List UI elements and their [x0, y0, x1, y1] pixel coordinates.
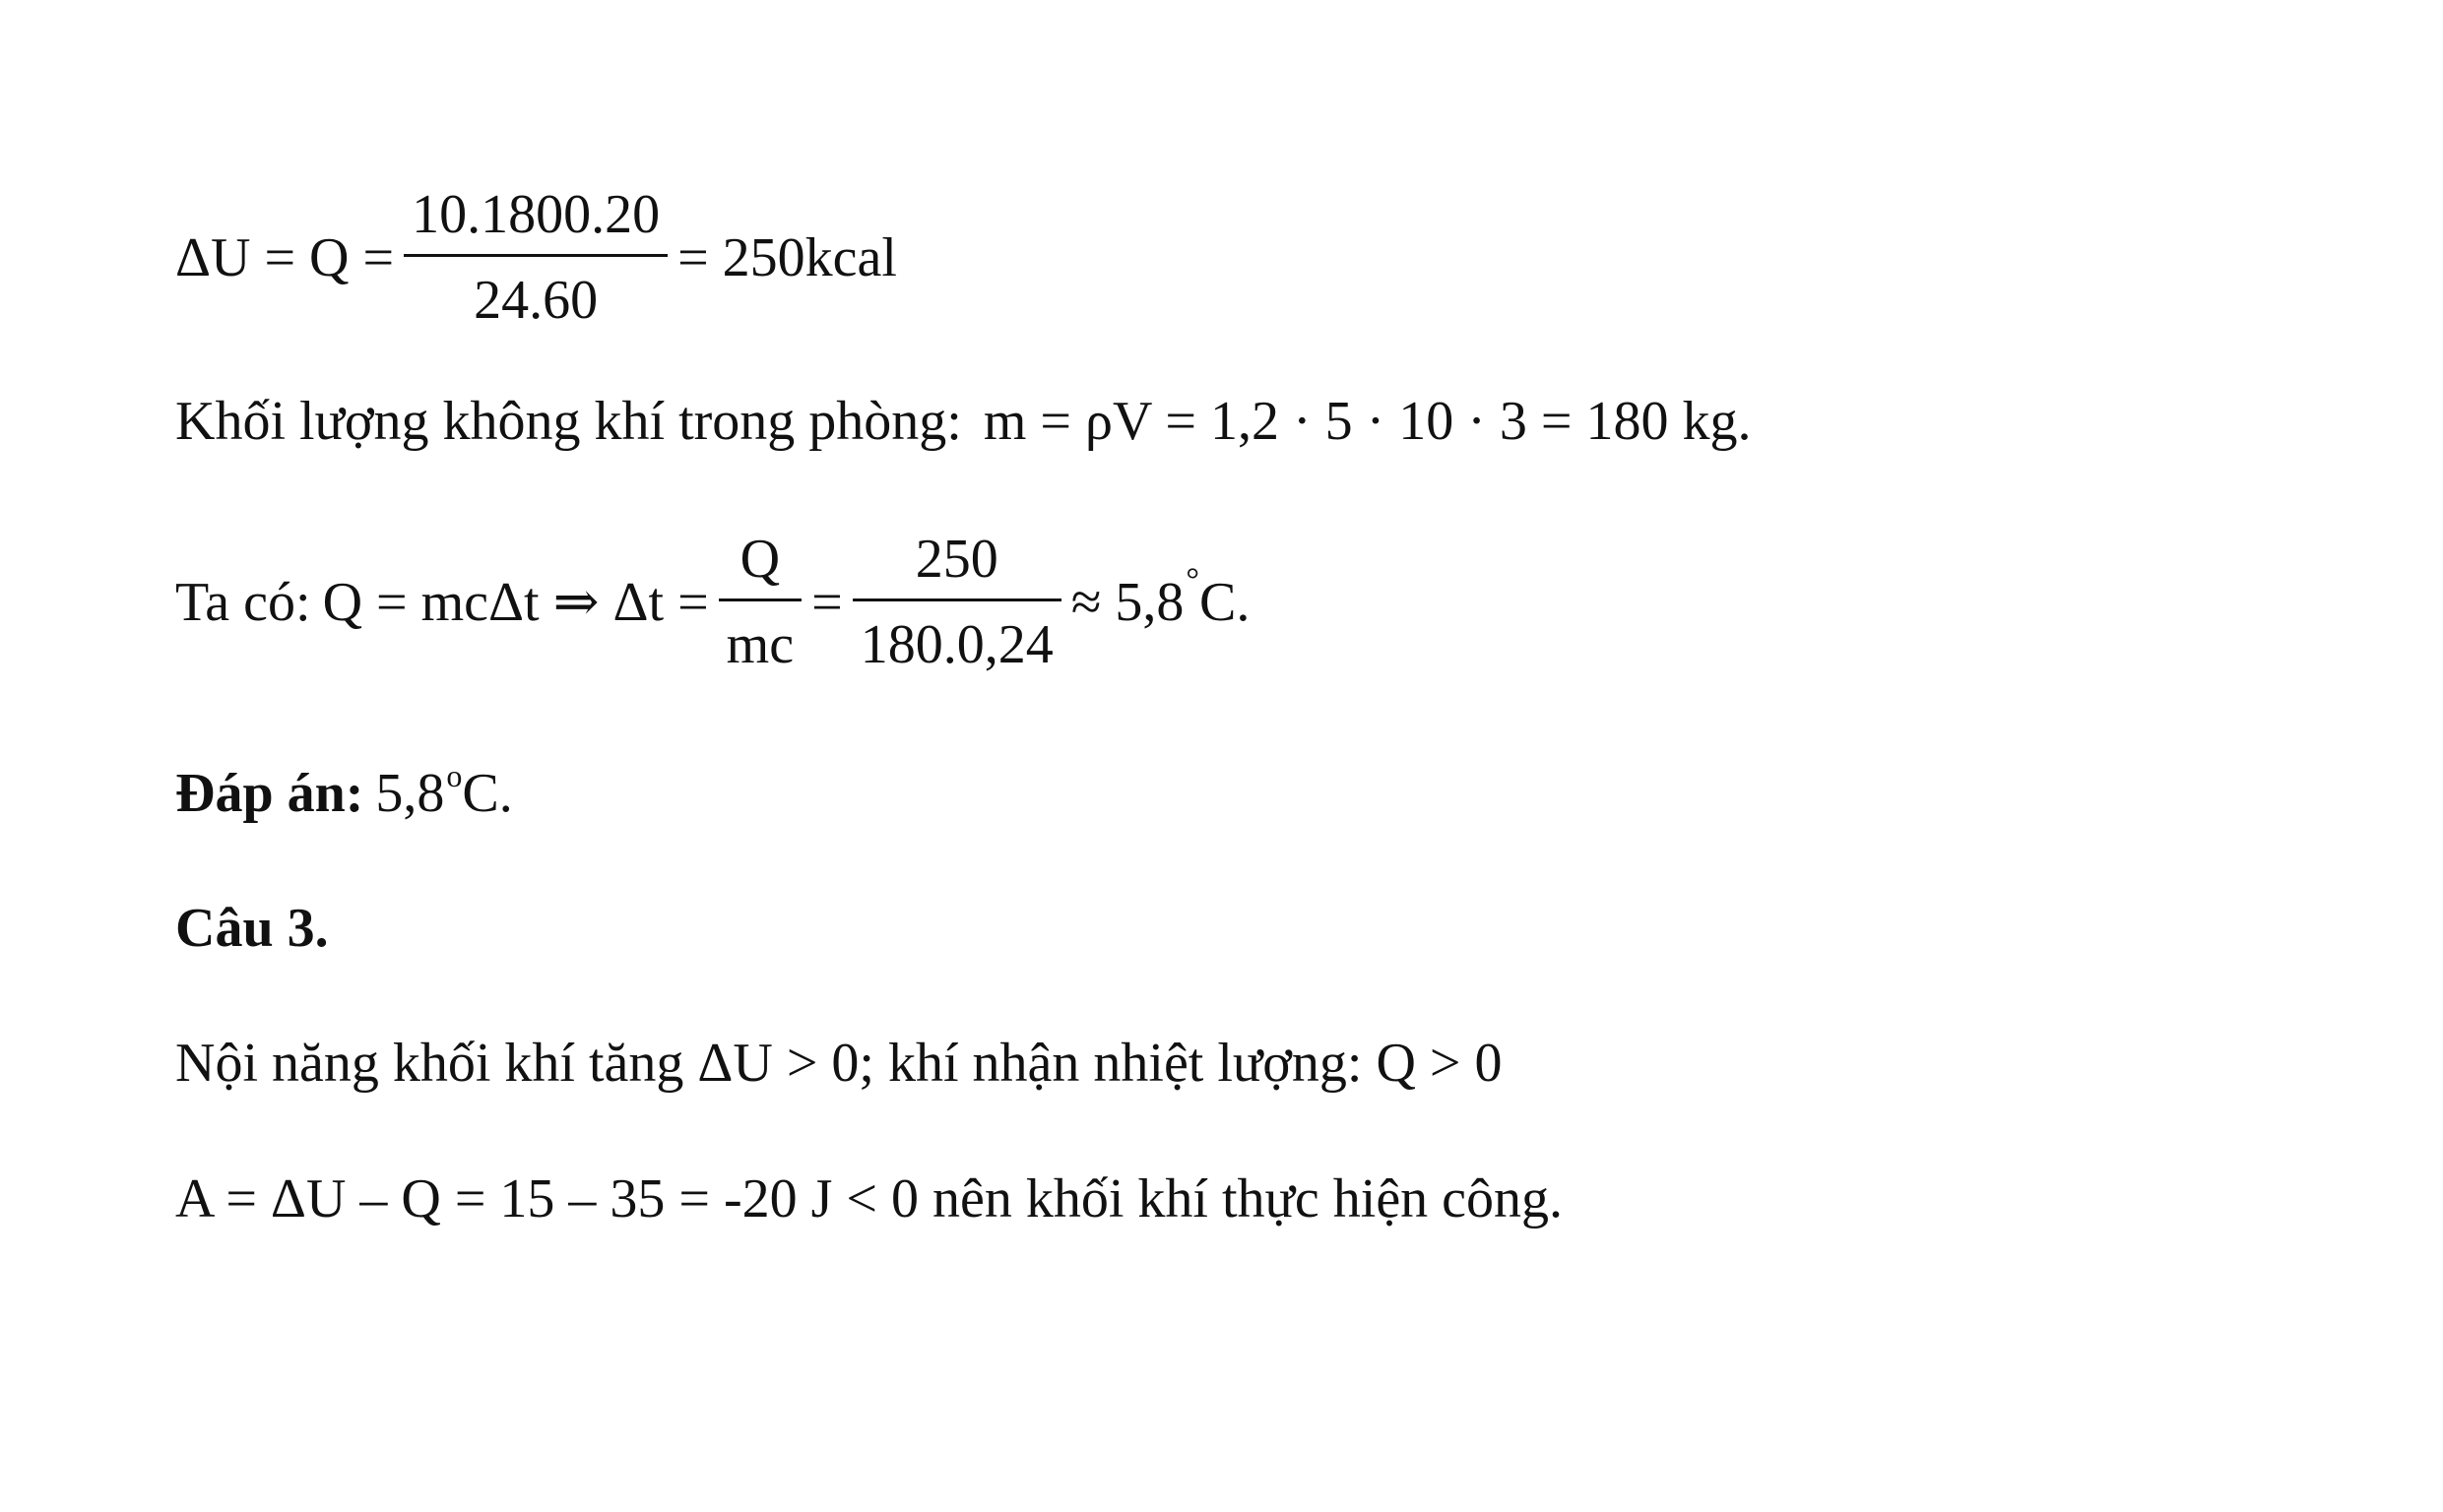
answer-degree: o — [446, 758, 463, 793]
fraction-numerator: 10.1800.20 — [412, 184, 661, 245]
approx-result: ≈ 5,8 — [1070, 571, 1185, 633]
air-mass-line — [175, 391, 1752, 452]
question-3-heading — [175, 898, 329, 959]
work-statement — [175, 1168, 1564, 1229]
work-text: A = ΔU – Q = 15 – 35 = -20 J < 0 nên khối khí thực hiện công. — [175, 1168, 1564, 1229]
air-mass-label: Khối lượng không khí trong phòng: — [175, 391, 962, 452]
equation-internal-energy — [175, 184, 897, 331]
internal-energy-statement — [175, 1033, 1503, 1094]
fraction-numerator: Q — [739, 529, 781, 590]
temperature-unit: C. — [1199, 571, 1251, 633]
answer-value: 5,8 — [375, 763, 445, 824]
answer-line — [175, 758, 513, 824]
answer-unit: C. — [462, 763, 513, 824]
fraction-q-over-mc — [719, 529, 802, 675]
fraction-numerator: 250 — [915, 529, 998, 590]
question-3-title: Câu 3. — [175, 898, 329, 959]
internal-energy-text: Nội năng khối khí tăng ΔU > 0; khí nhận nhiệt lượng: Q > 0 — [175, 1033, 1503, 1094]
degree-symbol: ° — [1186, 561, 1200, 598]
temperature-label: Ta có: — [175, 571, 311, 633]
equals-sign: = — [811, 571, 843, 633]
answer-label: Đáp án: — [175, 763, 364, 824]
fraction-denominator: 180.0,24 — [860, 614, 1054, 675]
fraction-denominator: 24.60 — [474, 270, 599, 331]
air-mass-formula: m = ρV = 1,2 · 5 · 10 · 3 = 180 kg. — [983, 391, 1752, 452]
fraction-numeric — [853, 529, 1061, 675]
equation-rhs: = 250kcal — [677, 226, 897, 288]
fraction-heat — [404, 184, 668, 331]
equation-lhs: ΔU = Q = — [175, 226, 395, 288]
temperature-expression: Q = mcΔt ⇒ Δt = — [322, 571, 709, 633]
temperature-change-line — [175, 529, 1251, 675]
fraction-denominator: mc — [726, 614, 795, 675]
